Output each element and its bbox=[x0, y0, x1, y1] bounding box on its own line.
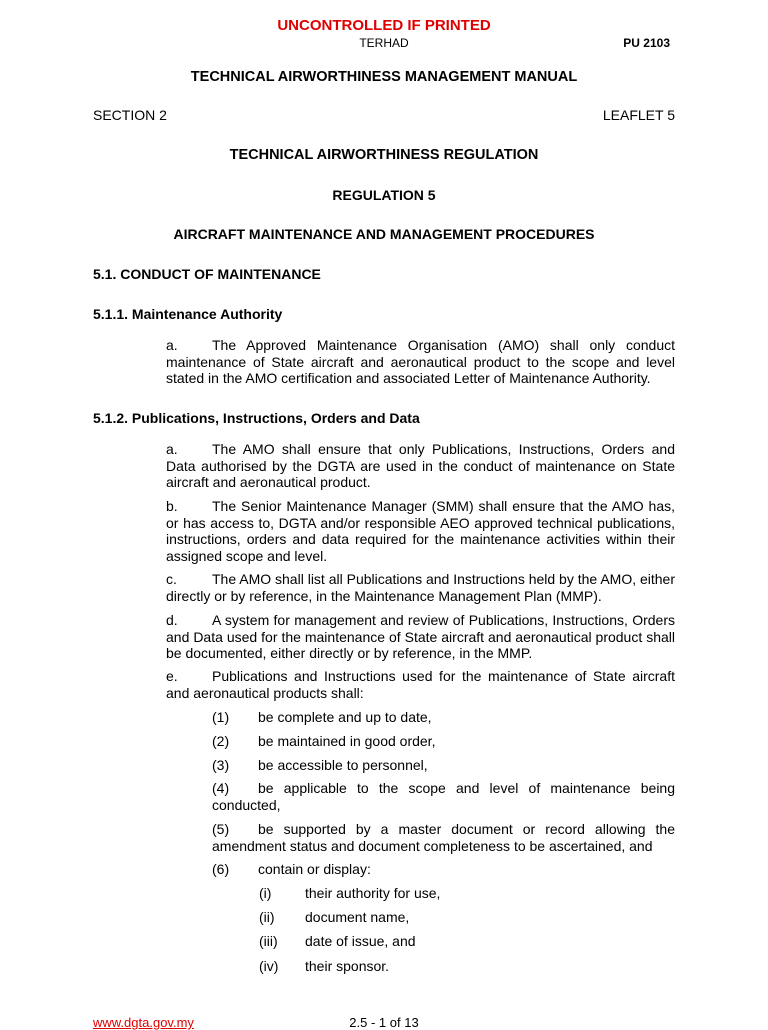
item-label: (4) bbox=[212, 780, 230, 796]
list-item bbox=[212, 709, 675, 726]
manual-title: TECHNICAL AIRWORTHINESS MANAGEMENT MANUAL bbox=[190, 69, 578, 85]
paragraph-5-1-2-c bbox=[166, 571, 675, 604]
paragraph-label: e. bbox=[166, 668, 178, 684]
paragraph-text: Publications and Instructions used for the maintenance of State aircraft and aeronautical products shall: bbox=[166, 668, 675, 701]
regulation-title: TECHNICAL AIRWORTHINESS REGULATION bbox=[229, 147, 539, 163]
subitem-text: their authority for use, bbox=[305, 885, 441, 901]
paragraph-label: a. bbox=[166, 337, 178, 353]
item-label: (2) bbox=[212, 733, 230, 749]
subitem-text: their sponsor. bbox=[305, 958, 390, 974]
item-label: (3) bbox=[212, 757, 230, 773]
regulation-number: REGULATION 5 bbox=[332, 187, 436, 203]
paragraph-text: The AMO shall list all Publications and Instructions held by the AMO, either directly or by reference, in the Maintenance Management Plan (MMP). bbox=[166, 571, 676, 604]
list-item bbox=[212, 733, 675, 750]
footer-website-link[interactable]: www.dgta.gov.my bbox=[93, 1015, 194, 1030]
subsection-heading-5-1-2: 5.1.2. Publications, Instructions, Orders and Data bbox=[93, 410, 420, 426]
item-text: be applicable to the scope and level of maintenance being conducted, bbox=[212, 780, 675, 813]
chapter-title: AIRCRAFT MAINTENANCE AND MANAGEMENT PROCEDURES bbox=[173, 226, 595, 242]
subitem-text: document name, bbox=[305, 909, 410, 925]
paragraph-label: a. bbox=[166, 441, 178, 457]
paragraph-label: c. bbox=[166, 571, 177, 587]
page-number: 2.5 - 1 of 13 bbox=[349, 1015, 419, 1030]
list-item bbox=[212, 757, 675, 774]
subitem-label: (iii) bbox=[259, 933, 278, 949]
subsection-heading-5-1-1: 5.1.1. Maintenance Authority bbox=[93, 306, 283, 322]
sub-list-item bbox=[259, 885, 675, 902]
paragraph-label: d. bbox=[166, 612, 178, 628]
document-number: PU 2103 bbox=[623, 36, 670, 50]
list-item bbox=[212, 821, 675, 854]
item-label: (1) bbox=[212, 709, 230, 725]
paragraph-text: The Senior Maintenance Manager (SMM) shall ensure that the AMO has, or has access to, DGTA and/or responsible AEO approved technical publications, instructions, orders and data required for the maintenance activities within their assigned scope and level. bbox=[166, 498, 675, 564]
item-text: be complete and up to date, bbox=[258, 709, 432, 725]
sub-list-item bbox=[259, 933, 675, 950]
list-item bbox=[212, 780, 675, 813]
paragraph-text: The Approved Maintenance Organisation (AMO) shall only conduct maintenance of State aircraft and aeronautical product to the scope and level stated in the AMO certification and associated Letter of Maintenance Authority. bbox=[166, 337, 675, 386]
subitem-label: (i) bbox=[259, 885, 272, 901]
paragraph-label: b. bbox=[166, 498, 178, 514]
classification-label: TERHAD bbox=[359, 36, 409, 50]
subitem-label: (iv) bbox=[259, 958, 279, 974]
list-item bbox=[212, 861, 675, 878]
paragraph-5-1-2-d bbox=[166, 612, 675, 662]
item-text: be accessible to personnel, bbox=[258, 757, 428, 773]
item-label: (6) bbox=[212, 861, 230, 877]
sub-list-item bbox=[259, 909, 675, 926]
item-text: be supported by a master document or record allowing the amendment status and document completeness to be ascertained, and bbox=[212, 821, 675, 854]
paragraph-text: A system for management and review of Publications, Instructions, Orders and Data used for the maintenance of State aircraft and aeronautical product shall be documented, either directly or by reference, in the MMP. bbox=[166, 612, 675, 661]
uncontrolled-stamp: UNCONTROLLED IF PRINTED bbox=[277, 17, 491, 34]
section-label: SECTION 2 bbox=[93, 107, 167, 123]
paragraph-5-1-2-b bbox=[166, 498, 675, 564]
paragraph-5-1-2-e bbox=[166, 668, 675, 701]
section-heading-5-1: 5.1. CONDUCT OF MAINTENANCE bbox=[93, 266, 321, 282]
paragraph-5-1-2-a bbox=[166, 441, 675, 491]
item-text: be maintained in good order, bbox=[258, 733, 436, 749]
leaflet-label: LEAFLET 5 bbox=[602, 107, 675, 123]
item-label: (5) bbox=[212, 821, 230, 837]
sub-list-item bbox=[259, 958, 675, 975]
paragraph-5-1-1-a bbox=[166, 337, 675, 387]
subitem-label: (ii) bbox=[259, 909, 275, 925]
paragraph-text: The AMO shall ensure that only Publications, Instructions, Orders and Data authorised by the DGTA are used in the conduct of maintenance on State aircraft and aeronautical product. bbox=[166, 441, 675, 490]
subitem-text: date of issue, and bbox=[305, 933, 416, 949]
item-text: contain or display: bbox=[258, 861, 371, 877]
